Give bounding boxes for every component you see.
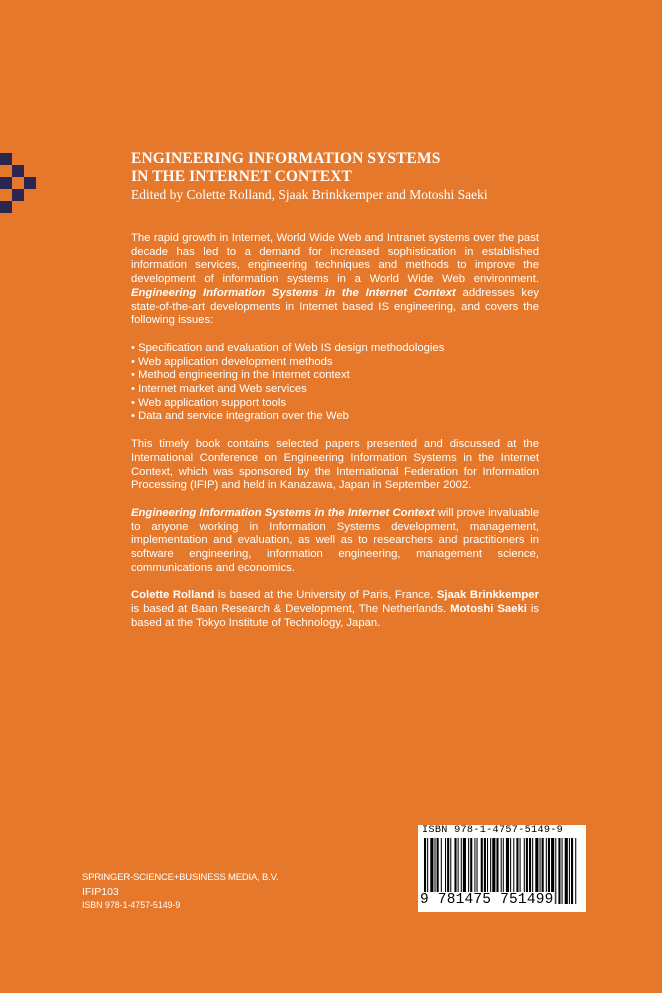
book-title (131, 150, 539, 186)
title-line-2: IN THE INTERNET CONTEXT (131, 168, 352, 185)
editor-name: Colette Rolland (131, 589, 215, 602)
barcode-bar (571, 838, 573, 904)
list-item: • Specification and evaluation of Web IS design methodologies (131, 342, 539, 356)
value-paragraph: Engineering Information Systems in the Internet Context will prove invaluable to anyone working in Information Systems development, management, implementation and evaluation, as well as to researchers and practitioners in software engineering, information engineering, management science, communications and economics. (131, 506, 539, 574)
barcode-bar (575, 838, 576, 904)
value-book-title: Engineering Information Systems in the Internet Context (131, 506, 435, 519)
list-item: • Method engineering in the Internet context (131, 369, 539, 383)
intro-book-title: Engineering Information Systems in the Internet Context (131, 286, 456, 299)
barcode-number: 9 781475 751499 (420, 892, 554, 908)
list-item: • Web application development methods (131, 356, 539, 370)
about-editors-paragraph: Colette Rolland is based at the University of Paris, France. Sjaak Brinkkemper is based at Baan Research & Development, The Netherlands. Motoshi Saeki is based at the Tokyo Institute of Technology, Japan. (131, 589, 539, 629)
title-line-1: ENGINEERING INFORMATION SYSTEMS (131, 150, 441, 167)
intro-paragraph: The rapid growth in Internet, World Wide Web and Intranet systems over the past decade has led to a demand for increased sophistication in established information services, engineering techniques and methods to improve the development of information systems in a World Wide Web environment. Engineering Information Systems in the Internet Context addresses key state-of-the-art developments in Internet based IS engineering, and covers the following issues: (131, 232, 540, 327)
list-item: • Data and service integration over the Web (131, 410, 539, 424)
editor-name: Sjaak Brinkkemper (436, 589, 539, 602)
barcode-bar (558, 838, 560, 904)
conference-paragraph: This timely book contains selected papers presented and discussed at the International Conference on Engineering Information Systems in the Internet Context, which was sponsored by the International Federation for Information Processing (IFIP) and held in Kanazawa, Japan in September 2002. (131, 438, 539, 492)
barcode-bar (569, 838, 570, 904)
barcode (418, 825, 586, 912)
editors-line: Edited by Colette Rolland, Sjaak Brinkkemper and Motoshi Saeki (131, 187, 488, 202)
barcode-bar (555, 838, 556, 904)
barcode-bar (562, 838, 563, 904)
publisher-isbn: ISBN 978-1-4757-5149-9 (82, 900, 181, 910)
editor-name: Motoshi Saeki (450, 603, 527, 616)
barcode-bar (565, 838, 568, 904)
list-item: • Internet market and Web services (131, 383, 539, 397)
checker-pattern (0, 153, 40, 223)
series-code: IFIP103 (82, 886, 119, 898)
publisher-name: SPRINGER-SCIENCE+BUSINESS MEDIA, B.V. (82, 872, 279, 883)
barcode-isbn-text: ISBN 978-1-4757-5149-9 (422, 825, 564, 836)
list-item: • Web application support tools (131, 397, 539, 411)
back-cover-content (131, 150, 539, 645)
publisher-block (82, 871, 278, 912)
issues-list (131, 342, 539, 424)
